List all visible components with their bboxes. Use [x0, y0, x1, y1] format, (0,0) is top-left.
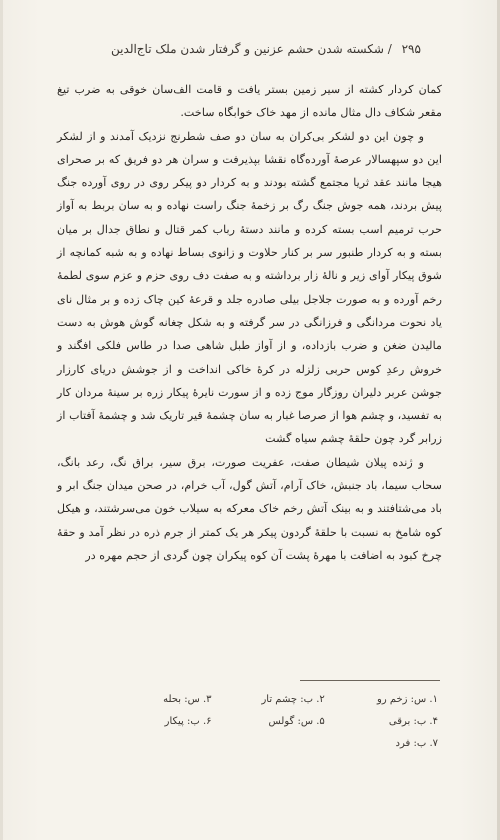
footnote-rule: [300, 680, 440, 681]
page-number: ۲۹۵: [401, 42, 421, 56]
paragraph-1: کمان کردار کشته از سیر زمین بستر یافت و قامت الف‌سان خوقی به ضرب تیغ مقعر شکاف دال مثال مانده از مهد خاک خوابگاه ساخت.: [57, 83, 442, 120]
footnote: ۲. ب: چشم تار: [261, 694, 325, 705]
footnote: ۴. ب: برقی: [388, 716, 438, 727]
footnote-row: [100, 716, 438, 738]
footnote: ۵. س: گولس: [268, 716, 325, 727]
footnotes: [100, 694, 438, 760]
paragraph-2: و چون این دو لشکر بی‌کران به سان دو صف شطرنج نزدیک آمدند و از لشکر این دو سپهسالار عرصهٔ آورده‌گاه نقشا بپذیرفت و سران هر دو فریق که بر صحرای هیجا مانند عقد ثریا مجتمع گشته بودند و به کردار دو پیکر روی در روی آورده جنگ پیش بردند، همه جوش جنگ رگ بر زخمهٔ جنگ راست نهاده و به سان بربط به آواز حرب ترمیم اسب بسته کرده و مانند دستهٔ رباب کمر قتال و نطاق جدال بر میان بسته و به کردار طنبور سر بر کنار حلاوت و زانوی بساط نهاده و به شبه کمانچه از شوق پیکار آوای زیر و نالهٔ زار برداشته و به صفت دف روی حزم و عزم سوی لطمهٔ رخم آورده و به صورت جلاجل بیلی صادره جلد و قرعهٔ کین چاک زده و بر مثال نای یاد نحوت مردانگی و فرزانگی در سر گرفته و به شکل چغانه گوش هوش به دست مالیدن ضغن و ضرب بازداده، و از آواز طبل شاهی صدا در طاس فلکی افگند و خروش رعدِ کوس حربی زلزله در کرهٔ خاکی انداخت و از جوشش دریای کارزار جوشن عربر دلیران روزگار موج زده و از سورت نایرهٔ پیکار زره بر سینهٔ مردان کار به تفسید، و چشم هوا از صرصا غبار به سان چشمهٔ قیر تاریک شد و چشمهٔ آفتاب از زرابر گرد چون حلقهٔ چشم سیاه گشت: [57, 129, 442, 446]
footnote: ۳. س: بحله: [163, 694, 212, 705]
footnote: ۱. س: زخم رو: [377, 694, 438, 705]
header-separator: /: [387, 42, 392, 56]
footnote: ۷. ب: فرد: [395, 738, 438, 749]
footnote: [100, 738, 212, 760]
running-header: [92, 42, 440, 56]
header-title: شکسته شدن حشم عزنین و گرفتار شدن ملک تاج‌الدین: [111, 42, 384, 56]
body-text: [57, 78, 442, 567]
paragraph-3: و ژنده پیلان شیطان صفت، عفریت صورت، برق سیر، براق نگ، رعد بانگ، سحاب سیما، باد جنبش، خاک آرام، آتش گول، آب خرام، در صحن میدان جنگ ابر و باد می‌شتافتند و به بینک آتش رخم خاک معرکه به سیلاب خون می‌سرشتند، و هیکل کوه شامخ به نسبت با حلقهٔ گردون پیکر هر یک کمتر از جرم ذره در نظر آمد و حقهٔ چرخ کبود به اضافت با مهرهٔ پشت آن کوه پیکران چون گردی از حجم مهره در: [57, 455, 442, 562]
footnote: [213, 738, 325, 760]
footnote-row: [100, 694, 438, 716]
footnote-row: [100, 738, 438, 760]
page-left-edge: [0, 0, 3, 840]
footnote: ۶. ب: پیکار: [164, 716, 212, 727]
